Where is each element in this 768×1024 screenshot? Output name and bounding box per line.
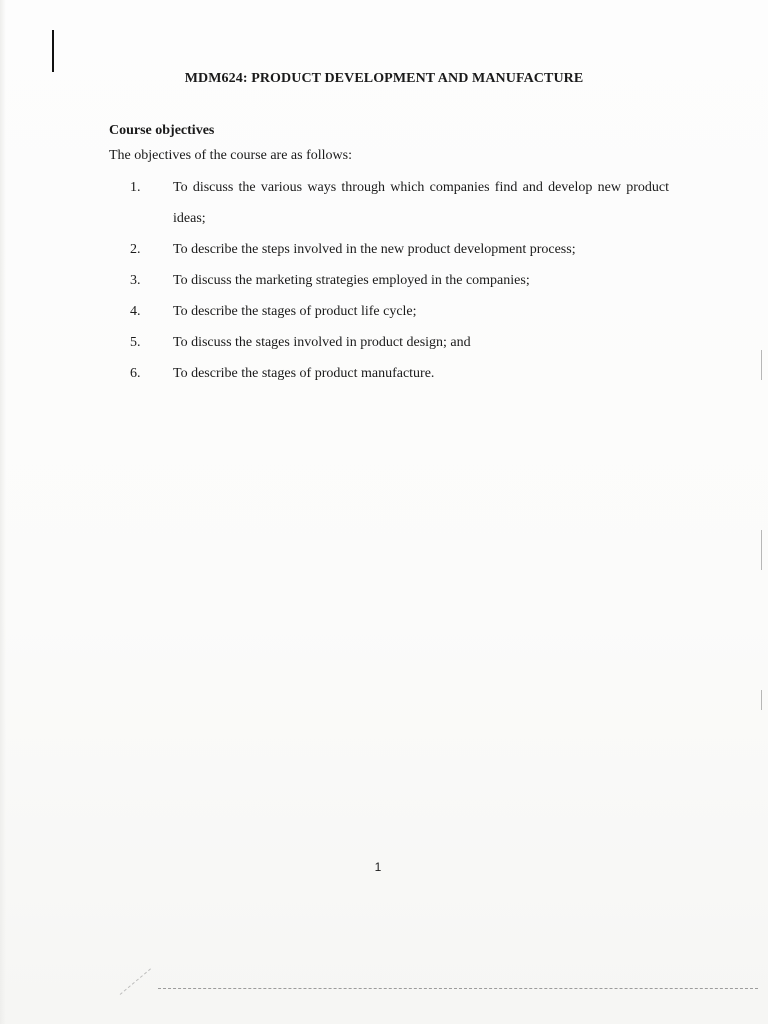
page-number: 1 bbox=[374, 860, 382, 874]
objective-item bbox=[109, 265, 669, 296]
objective-text: To describe the stages of product life cycle; bbox=[173, 304, 417, 319]
objective-text: To discuss the marketing strategies employed in the companies; bbox=[173, 273, 530, 288]
objectives-list bbox=[109, 172, 669, 389]
objective-number: 6. bbox=[130, 366, 141, 381]
page-title: MDM624: PRODUCT DEVELOPMENT AND MANUFACTURE bbox=[184, 71, 584, 86]
objective-text: To discuss the various ways through which companies find and develop new product ideas; bbox=[173, 180, 669, 226]
scan-artifact-speck bbox=[761, 530, 762, 570]
objective-item bbox=[109, 234, 669, 265]
objective-number: 1. bbox=[130, 180, 141, 195]
scan-artifact-line bbox=[158, 988, 758, 989]
objective-item bbox=[109, 327, 669, 358]
objective-number: 3. bbox=[130, 273, 141, 288]
margin-mark bbox=[52, 30, 54, 72]
scan-artifact-speck bbox=[761, 350, 762, 380]
scan-artifact-line bbox=[120, 968, 151, 994]
objective-text: To describe the steps involved in the new product development process; bbox=[173, 242, 576, 257]
objective-number: 4. bbox=[130, 304, 141, 319]
scan-artifact-speck bbox=[761, 690, 762, 710]
section-heading: Course objectives bbox=[109, 123, 215, 138]
objective-item bbox=[109, 358, 669, 389]
objective-number: 5. bbox=[130, 335, 141, 350]
objective-text: To describe the stages of product manufacture. bbox=[173, 366, 435, 381]
objective-item bbox=[109, 172, 669, 234]
objective-text: To discuss the stages involved in product design; and bbox=[173, 335, 471, 350]
objective-number: 2. bbox=[130, 242, 141, 257]
objective-item bbox=[109, 296, 669, 327]
intro-text: The objectives of the course are as follows: bbox=[109, 148, 352, 163]
